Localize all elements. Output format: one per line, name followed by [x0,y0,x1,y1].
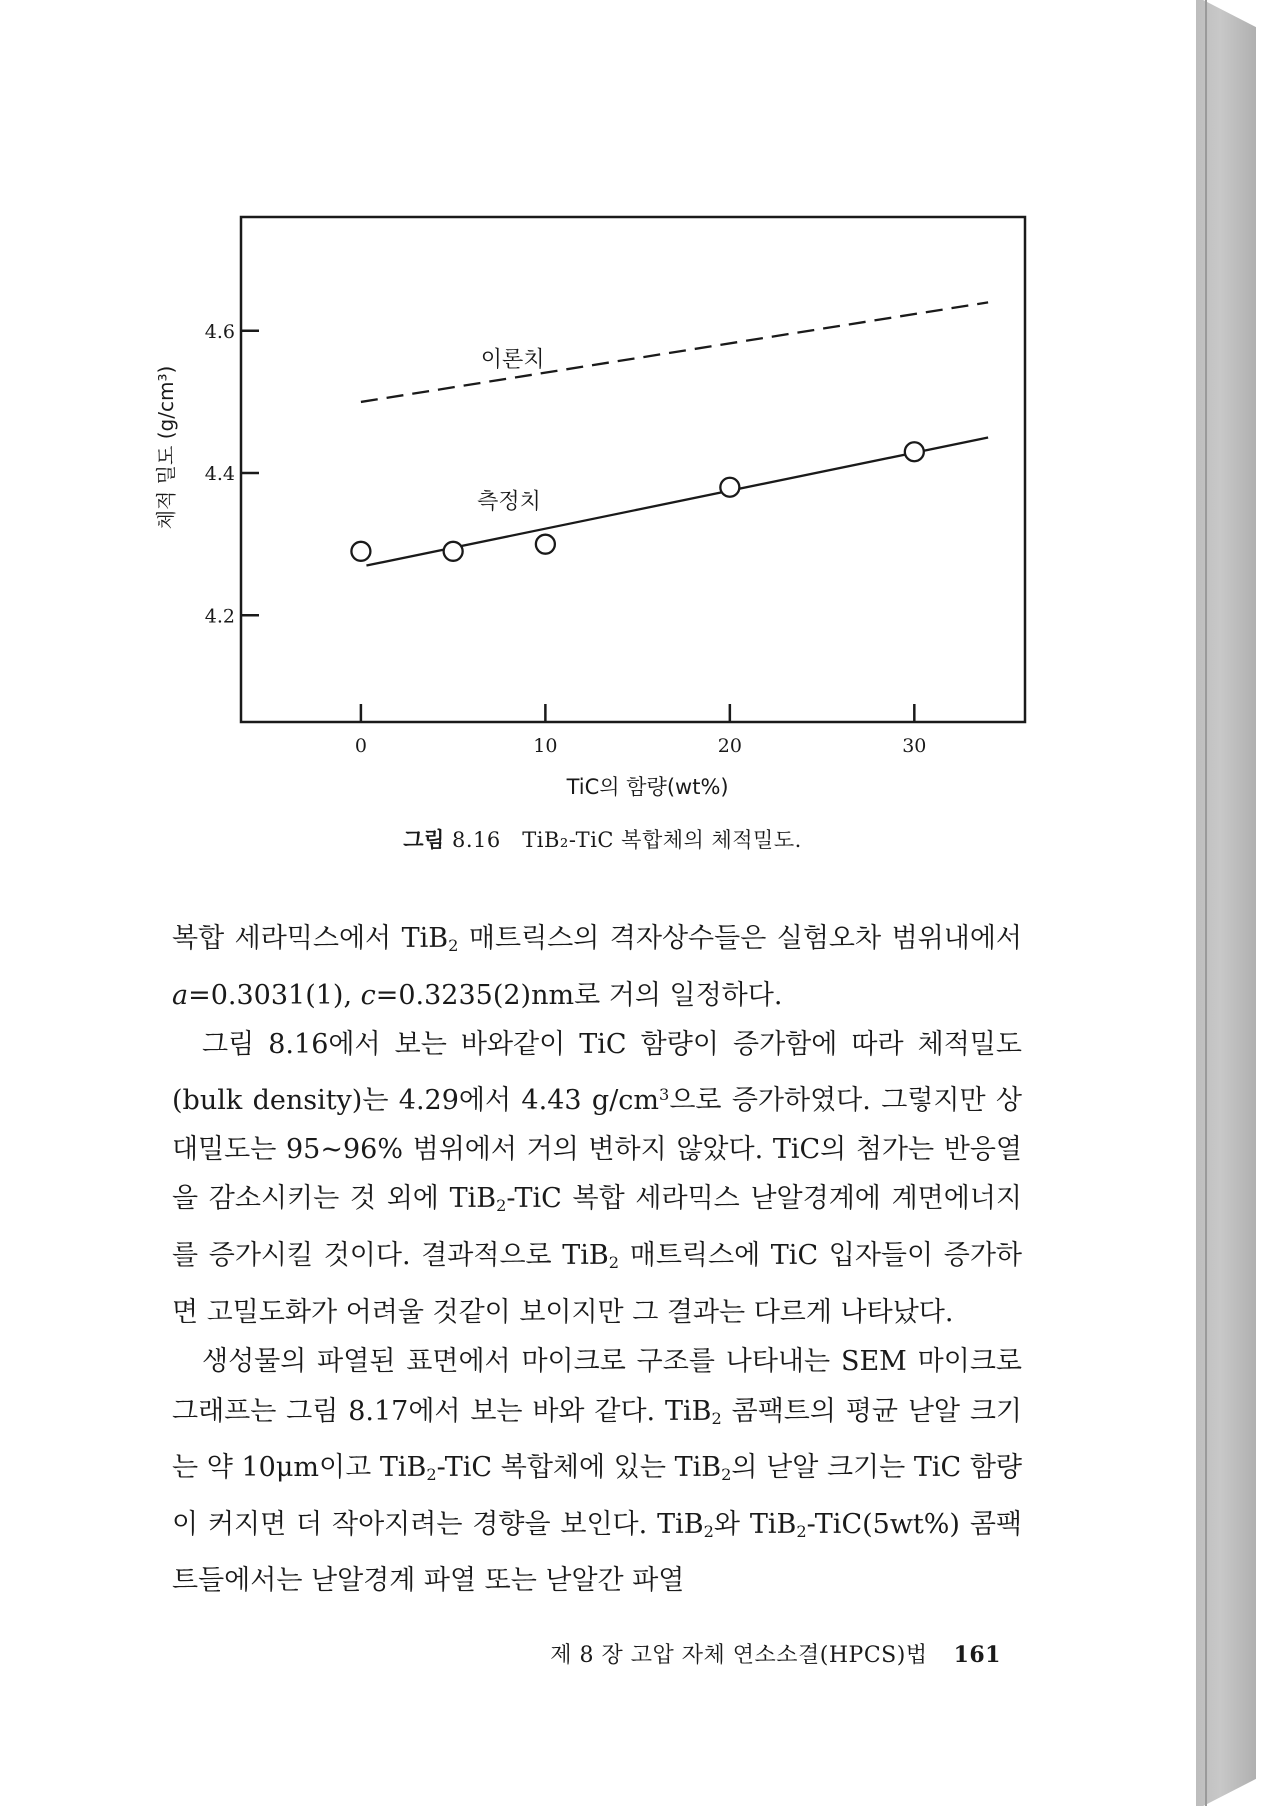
measured-point-4 [905,442,924,461]
paragraph-2: 그림 8.16에서 보는 바와같이 TiC 함량이 증가함에 따라 체적밀도 (bulk density)는 4.29에서 4.43 $g/cm^3$으로 증가하였다. 그렇지만 상대밀도는 95~96% 범위에서 거의 변하지 않았다. TiC의 첨가는 반응열을 감소시키는 것 외에 TiB$_2$-TiC 복합 세라믹스 낟알경계에 계면에너지를 증가시킬 것이다. 결과적으로 TiB$_2$ 매트릭스에 TiC 입자들이 증가하면 고밀도화가 어려울 것같이 보이지만 그 결과는 다르게 나타났다. [172,1029,1022,1328]
y-tick-label-0: 4.2 [204,605,235,628]
x-tick-label-1: 10 [533,735,558,757]
caption-label: 그림 [403,828,445,852]
x-tick-label-0: 0 [354,735,367,757]
series-annotation-0: 이론치 [480,347,545,373]
x-tick-label-3: 30 [902,735,927,757]
measured-point-1 [444,542,463,561]
measured-point-0 [351,542,370,561]
figure-caption [0,824,1205,854]
x-tick-label-2: 20 [717,735,742,757]
paragraph-1: 복합 세라믹스에서 TiB$_2$ 매트릭스의 격자상수들은 실험오차 범위내에서 a=0.3031(1), c=0.3235(2)nm로 거의 일정하다. [172,923,1022,1011]
measured-point-3 [720,478,739,497]
y-tick-label-1: 4.4 [204,463,235,486]
page-edge-line [1205,0,1207,1806]
measured-point-2 [536,535,555,554]
theoretical-dashed-line [361,302,988,402]
caption-text: TiB₂-TiC 복합체의 체적밀도. [522,828,802,852]
chapter-title: 제 8 장 고압 자체 연소소결(HPCS)법 [550,1643,928,1668]
x-axis-label: TiC의 함량(wt%) [566,775,729,799]
series-annotation-1: 측정치 [477,489,541,515]
plot-frame [241,217,1025,722]
density-chart [140,200,1040,800]
page-footer [550,1638,1001,1669]
body-text [172,914,1022,1606]
y-axis-label: 체적 밀도 (g/cm³) [154,365,178,530]
page-number: 161 [953,1642,1001,1668]
y-tick-label-2: 4.6 [204,320,235,343]
caption-number: 8.16 [451,828,501,852]
paragraph-3: 생성물의 파열된 표면에서 마이크로 구조를 나타내는 SEM 마이크로 그래프는 그림 8.17에서 보는 바와 같다. TiB$_2$ 콤팩트의 평균 낟알 크기는 약 10μm이고 TiB$_2$-TiC 복합체에 있는 TiB$_2$의 낟알 크기는 TiC 함량이 커지면 더 작아지려는 경향을 보인다. TiB$_2$와 TiB$_2$-TiC(5wt%) 콤팩트들에서는 낟알경계 파열 또는 낟알간 파열 [172,1346,1022,1597]
